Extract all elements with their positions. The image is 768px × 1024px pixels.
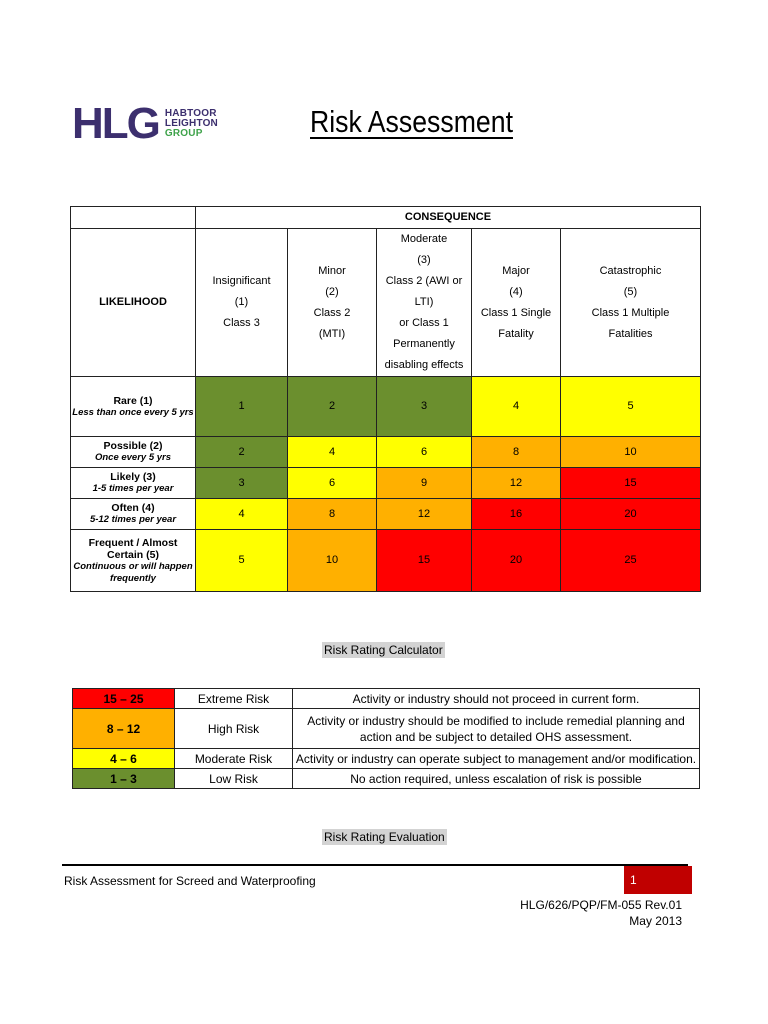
risk-score-cell: 20: [472, 530, 561, 592]
risk-rating-table: [72, 688, 700, 789]
consequence-line: Fatalities: [608, 327, 653, 340]
likelihood-row: [71, 499, 701, 530]
document-code: HLG/626/PQP/FM-055 Rev.01: [520, 898, 682, 912]
consequence-line: Catastrophic: [599, 264, 662, 277]
likelihood-row: [71, 468, 701, 499]
consequence-line: Class 1 Multiple: [591, 306, 670, 319]
risk-action: Activity or industry can operate subject to management and/or modification.: [293, 749, 700, 769]
risk-score-cell: 4: [288, 437, 377, 468]
risk-score-cell: 3: [196, 468, 288, 499]
likelihood-level-1: [71, 377, 196, 437]
likelihood-name: Often (4): [111, 502, 155, 514]
risk-range: 8 – 12: [73, 709, 175, 749]
likelihood-level-2: [71, 437, 196, 468]
document-reference: [520, 897, 682, 929]
likelihood-description: Continuous or will happen frequently: [73, 560, 193, 584]
consequence-level-4: [472, 229, 561, 377]
likelihood-level-5: [71, 530, 196, 592]
risk-level: Extreme Risk: [175, 689, 293, 709]
likelihood-header: LIKELIHOOD: [71, 229, 196, 377]
consequence-header-row: [71, 207, 701, 229]
company-logo: [72, 99, 218, 148]
page-number-box: [624, 866, 692, 894]
page-title: Risk Assessment: [310, 104, 513, 139]
risk-score-cell: 10: [288, 530, 377, 592]
risk-score-cell: 25: [561, 530, 701, 592]
risk-rating-row: [73, 709, 700, 749]
risk-level: Moderate Risk: [175, 749, 293, 769]
logo-wordmark: [165, 109, 218, 139]
consequence-line: Insignificant: [212, 275, 271, 287]
likelihood-level-4: [71, 499, 196, 530]
footer-document-title: Risk Assessment for Screed and Waterproofing: [64, 874, 316, 888]
consequence-line: Major: [502, 264, 530, 277]
logo-line-2: LEIGHTON: [164, 118, 218, 129]
risk-rating-evaluation-caption: Risk Rating Evaluation: [324, 830, 445, 844]
likelihood-row: [71, 377, 701, 437]
consequence-line: (MTI): [318, 327, 346, 340]
consequence-header: CONSEQUENCE: [196, 207, 701, 229]
consequence-level-2: [288, 229, 377, 377]
consequence-line: (1): [234, 296, 249, 308]
likelihood-level-3: [71, 468, 196, 499]
risk-score-cell: 8: [288, 499, 377, 530]
risk-rating-row: [73, 689, 700, 709]
risk-action: No action required, unless escalation of risk is possible: [293, 769, 700, 789]
risk-rating-calculator-caption: Risk Rating Calculator: [324, 643, 443, 657]
likelihood-row: [71, 530, 701, 592]
logo-line-1: HABTOOR: [164, 108, 217, 119]
consequence-level-5: [561, 229, 701, 377]
logo-mark-text: HLG: [72, 99, 159, 148]
consequence-line: Moderate: [400, 233, 448, 245]
risk-rating-row: [73, 769, 700, 789]
risk-score-cell: 12: [472, 468, 561, 499]
risk-range: 1 – 3: [73, 769, 175, 789]
consequence-line: (3): [417, 254, 431, 266]
consequence-line: (5): [623, 285, 638, 298]
likelihood-description: Less than once every 5 yrs: [72, 406, 194, 418]
risk-rating-row: [73, 749, 700, 769]
likelihood-description: 1-5 times per year: [92, 483, 174, 494]
likelihood-name: Possible (2): [103, 440, 163, 452]
likelihood-row: [71, 437, 701, 468]
consequence-levels-row: [71, 229, 701, 377]
risk-score-cell: 15: [377, 530, 472, 592]
logo-mark: [72, 99, 159, 148]
corner-cell: [71, 207, 196, 229]
risk-matrix-table: [70, 206, 701, 592]
likelihood-name: Frequent / Almost Certain (5): [88, 536, 178, 561]
consequence-line: Class 3: [223, 317, 260, 329]
page-number: 1: [630, 873, 637, 887]
risk-score-cell: 20: [561, 499, 701, 530]
risk-score-cell: 6: [288, 468, 377, 499]
risk-score-cell: 16: [472, 499, 561, 530]
consequence-line: (2): [325, 285, 339, 298]
consequence-line: Class 2: [313, 306, 351, 319]
risk-score-cell: 12: [377, 499, 472, 530]
consequence-line: Class 1 Single: [480, 306, 552, 319]
risk-action: Activity or industry should be modified to include remedial planning and action and be subject to detailed OHS assessment.: [293, 709, 700, 749]
likelihood-description: Once every 5 yrs: [94, 452, 172, 463]
consequence-level-1: [196, 229, 288, 377]
consequence-line: Fatality: [498, 327, 534, 340]
consequence-level-3: [377, 229, 472, 377]
risk-score-cell: 3: [377, 377, 472, 437]
risk-score-cell: 15: [561, 468, 701, 499]
likelihood-name: Rare (1): [113, 394, 153, 407]
likelihood-name: Likely (3): [110, 471, 156, 483]
risk-score-cell: 6: [377, 437, 472, 468]
risk-score-cell: 10: [561, 437, 701, 468]
consequence-line: Permanently: [393, 338, 455, 350]
risk-score-cell: 5: [196, 530, 288, 592]
consequence-line: Minor: [318, 264, 346, 277]
consequence-line: (4): [509, 285, 523, 298]
document-date: May 2013: [629, 914, 682, 928]
risk-score-cell: 2: [288, 377, 377, 437]
footer-divider: [62, 864, 688, 866]
consequence-line: or Class 1: [399, 317, 449, 329]
risk-score-cell: 8: [472, 437, 561, 468]
risk-score-cell: 5: [561, 377, 701, 437]
risk-range: 15 – 25: [73, 689, 175, 709]
consequence-line: Class 2 (AWI or LTI): [385, 275, 463, 308]
risk-score-cell: 2: [196, 437, 288, 468]
logo-line-3: GROUP: [164, 128, 203, 139]
risk-score-cell: 9: [377, 468, 472, 499]
risk-score-cell: 4: [472, 377, 561, 437]
risk-score-cell: 4: [196, 499, 288, 530]
risk-range: 4 – 6: [73, 749, 175, 769]
likelihood-description: 5-12 times per year: [89, 514, 177, 525]
consequence-line: disabling effects: [384, 359, 464, 371]
risk-action: Activity or industry should not proceed in current form.: [293, 689, 700, 709]
risk-level: Low Risk: [175, 769, 293, 789]
risk-score-cell: 1: [196, 377, 288, 437]
risk-level: High Risk: [175, 709, 293, 749]
